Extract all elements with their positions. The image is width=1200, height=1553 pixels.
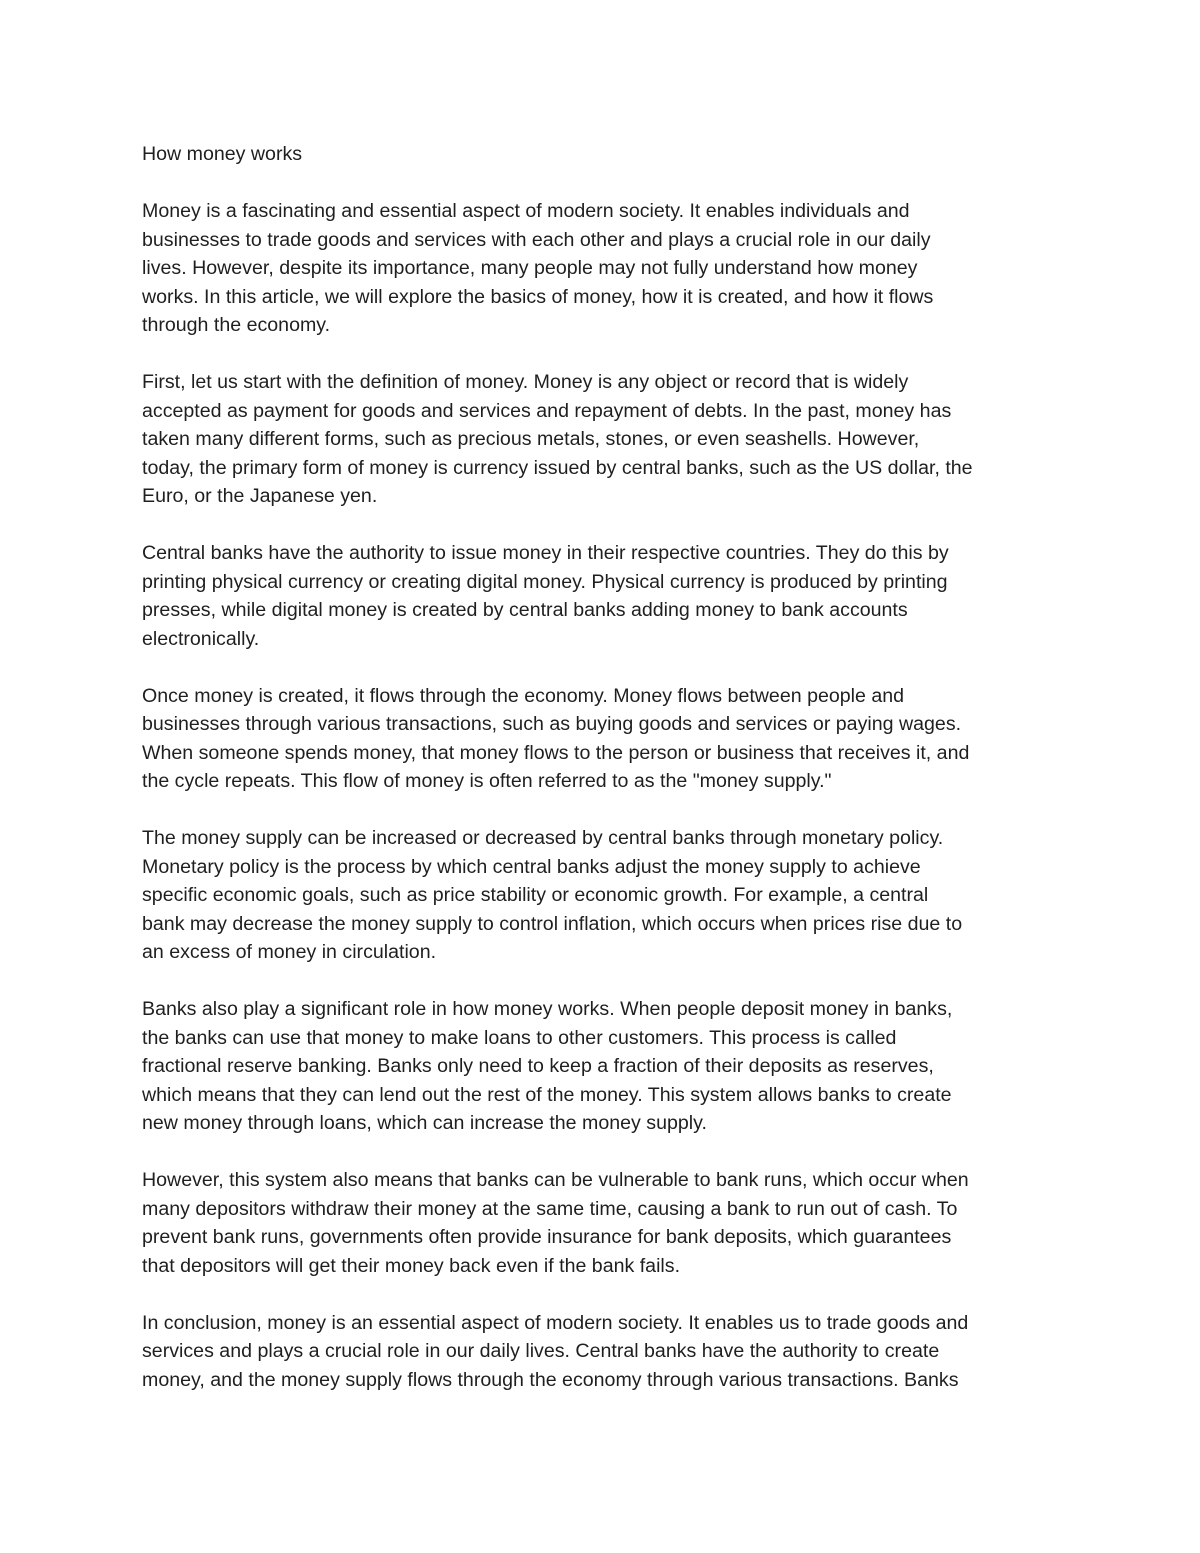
text-line: printing physical currency or creating digital money. Physical currency is produced by printing: [142, 570, 948, 593]
text-line: prevent bank runs, governments often provide insurance for bank deposits, which guarantees: [142, 1226, 952, 1248]
text-line: When someone spends money, that money flows to the person or business that receives it, and: [142, 741, 970, 764]
document-body: [142, 140, 1067, 1423]
text-line: through the economy.: [142, 314, 331, 336]
text-line: which means that they can lend out the rest of the money. This system allows banks to create: [142, 1083, 952, 1106]
text-line: lives. However, despite its importance, many people may not fully understand how money: [142, 257, 918, 279]
paragraph-money-flow: [142, 682, 1067, 796]
paragraph-conclusion: [142, 1309, 1067, 1395]
text-line: that depositors will get their money back even if the bank fails.: [142, 1254, 681, 1277]
text-line: bank may decrease the money supply to control inflation, which occurs when prices rise due to: [142, 912, 963, 935]
text-line: new money through loans, which can increase the money supply.: [142, 1112, 707, 1134]
text-line: Once money is created, it flows through the economy. Money flows between people and: [142, 684, 905, 707]
text-line: First, let us start with the definition of money. Money is any object or record that is widely: [142, 371, 909, 393]
document-title: How money works: [142, 143, 303, 165]
text-line: an excess of money in circulation.: [142, 941, 437, 963]
text-line: the banks can use that money to make loans to other customers. This process is called: [142, 1026, 897, 1049]
text-line: In conclusion, money is an essential aspect of modern society. It enables us to trade goods and: [142, 1311, 969, 1334]
text-line: businesses to trade goods and services with each other and plays a crucial role in our daily: [142, 228, 931, 251]
text-line: presses, while digital money is created by central banks adding money to bank accounts: [142, 599, 908, 621]
text-line: accepted as payment for goods and services and repayment of debts. In the past, money has: [142, 399, 952, 422]
text-line: However, this system also means that banks can be vulnerable to bank runs, which occur when: [142, 1169, 969, 1191]
text-line: Central banks have the authority to issue money in their respective countries. They do this by: [142, 542, 949, 564]
paragraph-banks: [142, 995, 1067, 1138]
text-line: many depositors withdraw their money at the same time, causing a bank to run out of cash. To: [142, 1197, 958, 1220]
text-line: businesses through various transactions, such as buying goods and services or paying wages.: [142, 713, 962, 735]
text-line: services and plays a crucial role in our daily lives. Central banks have the authority to create: [142, 1340, 940, 1362]
paragraph-intro: [142, 197, 1067, 340]
text-line: Banks also play a significant role in how money works. When people deposit money in banks,: [142, 998, 953, 1020]
text-line: the cycle repeats. This flow of money is often referred to as the "money supply.": [142, 770, 832, 792]
paragraph-central-banks: [142, 539, 1067, 653]
text-line: fractional reserve banking. Banks only need to keep a fraction of their deposits as reserves,: [142, 1055, 934, 1077]
text-line: electronically.: [142, 627, 260, 650]
text-line: today, the primary form of money is currency issued by central banks, such as the US dollar, the: [142, 456, 973, 479]
text-line: The money supply can be increased or decreased by central banks through monetary policy.: [142, 827, 944, 849]
paragraph-bank-runs: [142, 1166, 1067, 1280]
text-line: works. In this article, we will explore the basics of money, how it is created, and how it flows: [142, 285, 934, 308]
text-line: money, and the money supply flows through the economy through various transactions. Banks: [142, 1368, 959, 1391]
text-line: specific economic goals, such as price stability or economic growth. For example, a central: [142, 884, 929, 906]
paragraph-definition: [142, 368, 1067, 511]
paragraph-monetary-policy: [142, 824, 1067, 967]
text-line: Euro, or the Japanese yen.: [142, 485, 378, 507]
text-line: Money is a fascinating and essential aspect of modern society. It enables individuals and: [142, 200, 910, 222]
text-line: taken many different forms, such as precious metals, stones, or even seashells. However,: [142, 428, 920, 450]
text-line: Monetary policy is the process by which central banks adjust the money supply to achieve: [142, 855, 921, 878]
